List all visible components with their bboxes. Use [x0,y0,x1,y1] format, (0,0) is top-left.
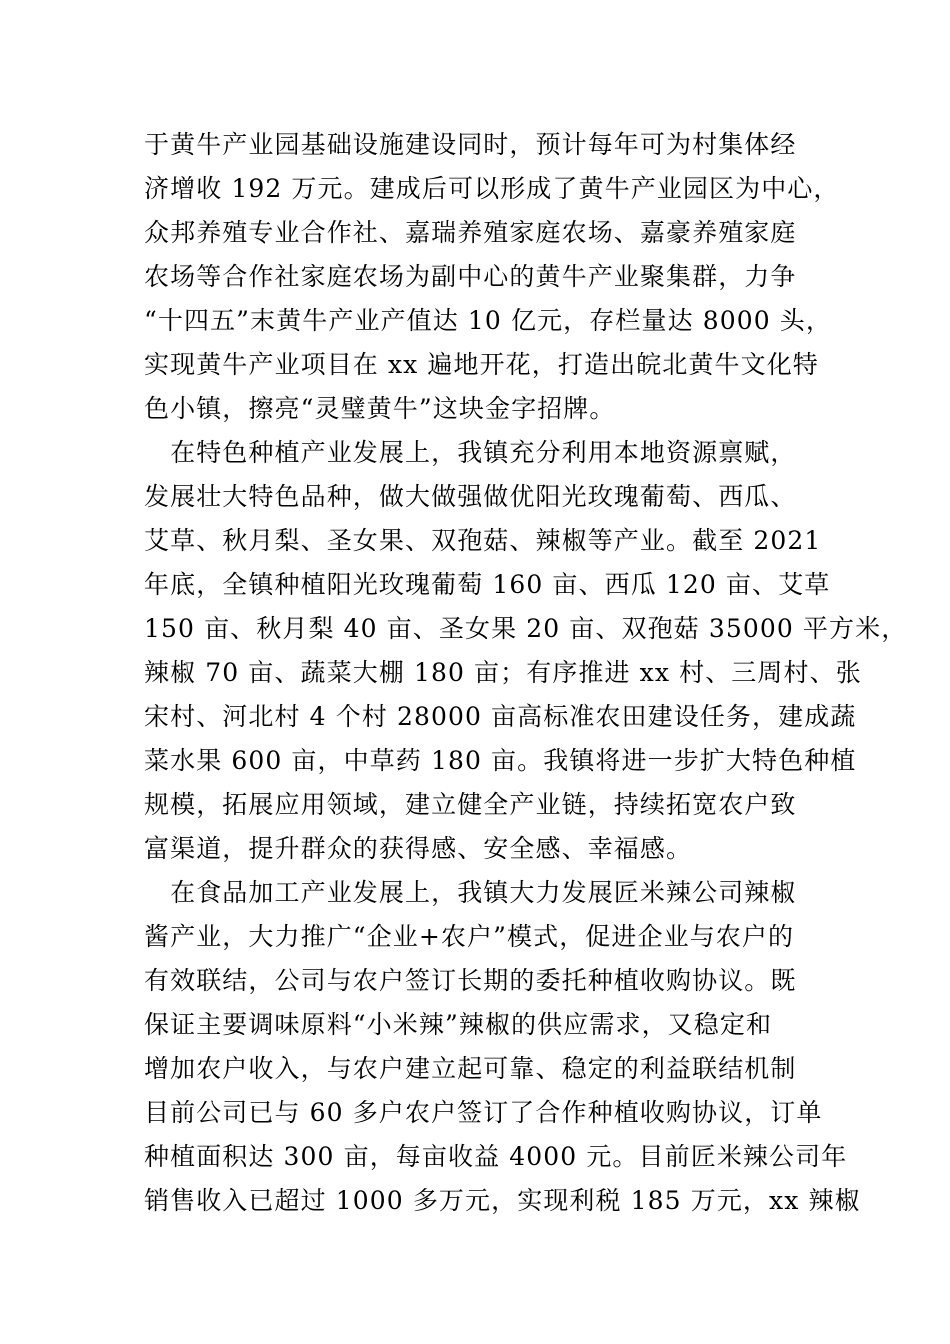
text-line: “十四五”末黄牛产业产值达 10 亿元，存栏量达 8000 头， [144,306,832,335]
text-line: 在食品加工产业发展上，我镇大力发展匠米辣公司辣椒 [144,878,797,907]
text-line: 在特色种植产业发展上，我镇充分利用本地资源禀赋， [144,438,797,467]
text-line: 色小镇，擦亮“灵璧黄牛”这块金字招牌。 [144,394,616,423]
text-line: 富渠道，提升群众的获得感、安全感、幸福感。 [144,834,693,863]
text-line: 发展壮大特色品种，做大做强做优阳光玫瑰葡萄、西瓜、 [144,482,797,511]
text-line: 有效联结，公司与农户签订长期的委托种植收购协议。既 [144,966,797,995]
text-line: 宋村、河北村 4 个村 28000 亩高标准农田建设任务，建成蔬 [144,702,857,731]
text-line: 保证主要调味原料“小米辣”辣椒的供应需求，又稳定和 [144,1010,773,1039]
text-line: 济增收 192 万元。建成后可以形成了黄牛产业园区为中心， [144,174,840,203]
text-line: 酱产业，大力推广“企业+农户”模式，促进企业与农户的 [144,922,795,951]
text-line: 规模，拓展应用领域，建立健全产业链，持续拓宽农户致 [144,790,797,819]
text-line: 年底，全镇种植阳光玫瑰葡萄 160 亩、西瓜 120 亩、艾草 [144,570,831,599]
text-line: 辣椒 70 亩、蔬菜大棚 180 亩；有序推进 xx 村、三周村、张 [144,658,862,687]
text-line: 于黄牛产业园基础设施建设同时，预计每年可为村集体经 [144,130,797,159]
body-text [144,123,908,1223]
text-line: 众邦养殖专业合作社、嘉瑞养殖家庭农场、嘉豪养殖家庭 [144,218,797,247]
text-line: 销售收入已超过 1000 多万元，实现利税 185 万元，xx 辣椒 [144,1186,861,1215]
text-line: 150 亩、秋月梨 40 亩、圣女果 20 亩、双孢菇 35000 平方米， [144,614,908,643]
text-line: 艾草、秋月梨、圣女果、双孢菇、辣椒等产业。截至 2021 [144,526,822,555]
text-line: 农场等合作社家庭农场为副中心的黄牛产业聚集群，力争 [144,262,797,291]
text-line: 实现黄牛产业项目在 xx 遍地开花，打造出皖北黄牛文化特 [144,350,819,379]
text-line: 种植面积达 300 亩，每亩收益 4000 元。目前匠米辣公司年 [144,1142,848,1171]
text-line: 增加农户收入，与农户建立起可靠、稳定的利益联结机制 [144,1054,797,1083]
text-line: 菜水果 600 亩，中草药 180 亩。我镇将进一步扩大特色种植 [144,746,857,775]
text-line: 目前公司已与 60 多户农户签订了合作种植收购协议，订单 [144,1098,823,1127]
